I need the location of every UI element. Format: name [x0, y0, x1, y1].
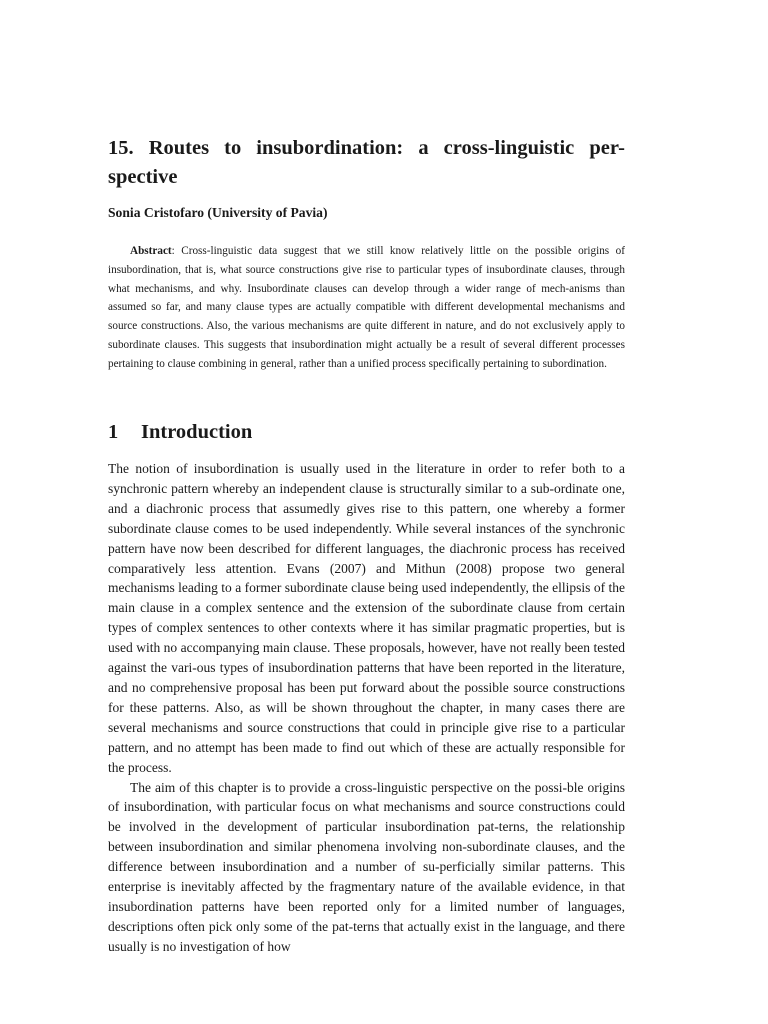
paragraph: The notion of insubordination is usually used in the literature in order to refer both to a synchronic pattern whereby an independent clause is structurally similar to a sub-ordinate one, and a diachronic process that assumedly gives rise to this pattern, one whereby a former subordinate clause comes to be used independently. While several instances of the synchronic pattern have now been described for different languages, the diachronic process has received comparatively less attention. Evans (2007) and Mithun (2008) propose two general mechanisms leading to a former subordinate clause being used independently, the ellipsis of the main clause in a complex sentence and the extension of the subordinate clause from certain types of complex sentences to other contexts where it has similar pragmatic properties, but is used with no accompanying main clause. These proposals, however, have not really been tested against the vari-ous types of insubordination patterns that have been reported in the literature, and no comprehensive proposal has been put forward about the possible source constructions for these patterns. Also, as will be shown throughout the chapter, in many cases there are several mechanisms and source constructions that could in principle give rise to a particular pattern, and no attempt has been made to find out which of these are actually responsible for the process.	[108, 461, 625, 775]
abstract-text: : Cross-linguistic data suggest that we still know relatively little on the possible origins of insubordination, that is, what source constructions give rise to particular types of insubordinate clauses, through what mechanisms, and why. Insubordinate clauses can develop through a wider range of mech-anisms than assumed so far, and many clause types are actually compatible with different developmental mechanisms and source constructions. Also, the various mechanisms are quite different in nature, and do not exclusively apply to subordinate clauses. This suggests that insubordination might actually be a result of several different processes pertaining to clause combining in general, rather than a unified process specifically pertaining to subordination.	[108, 245, 625, 370]
paragraph: The aim of this chapter is to provide a cross-linguistic perspective on the possi-ble origins of insubordination, with particular focus on what mechanisms and source constructions could be involved in the development of particular insubordination pat-terns, the relationship between insubordination and similar phenomena involving non-subordinate clauses, and the difference between insubordination and a number of su-perficially similar patterns. This enterprise is inevitably affected by the fragmentary nature of the available evidence, in that insubordination patterns have been reported only for a limited number of languages, descriptions often pick only some of the pat-terns that actually exist in the language, and there usually is no investigation of how	[108, 779, 625, 954]
body-text	[108, 459, 625, 957]
abstract	[108, 242, 625, 374]
chapter-title: 15. Routes to insubordination: a cross-linguistic per-spective	[108, 137, 625, 188]
abstract-label: Abstract	[130, 245, 172, 257]
section-number: 1	[108, 421, 119, 443]
section-heading	[108, 418, 252, 446]
author-affiliation: Sonia Cristofaro (University of Pavia)	[108, 205, 328, 220]
section-title: Introduction	[141, 421, 253, 443]
